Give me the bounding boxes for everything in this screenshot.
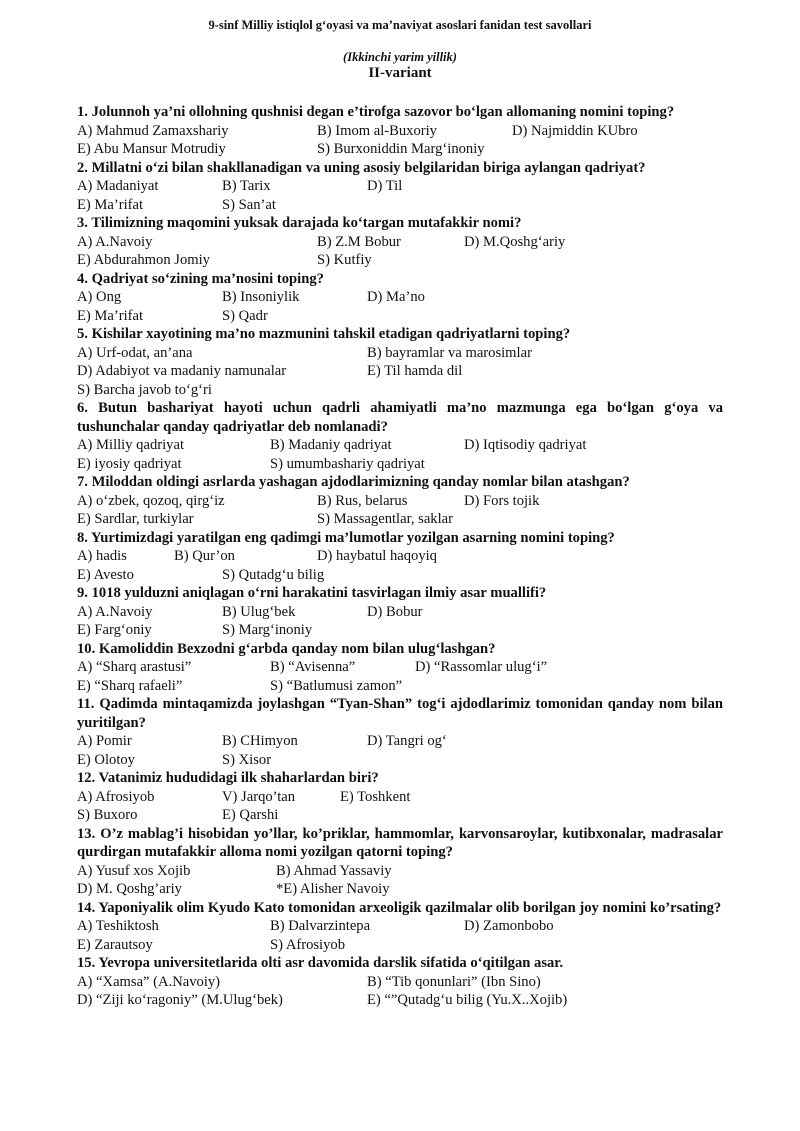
answer-row: [77, 251, 723, 270]
answer-option: D) Fors tojik: [464, 492, 540, 509]
answer-option: A) Yusuf xos Xojib: [77, 862, 191, 879]
answer-option: B) Tarix: [222, 178, 271, 194]
answer-option: D) Zamonbobo: [464, 918, 554, 934]
answer-option: S) Xisor: [222, 751, 272, 768]
answer-row: [77, 455, 723, 474]
question-text: 15. Yevropa universitetlarida olti asr davomida darslik sifatida o‘qitilgan asar.: [77, 955, 564, 971]
answer-row: [77, 658, 723, 677]
question-text: 6. Butun bashariyat hayoti uchun qadrli ahamiyatli ma’no mazmunga ega bo‘lgan g‘oya va tushunchalar qanday qadriyatlar deb nomlanadi?: [77, 400, 723, 435]
question-text: 7. Miloddan oldingi asrlarda yashagan ajdodlarimizning qanday nomlar bilan atashgan?: [77, 474, 630, 490]
answer-row: [77, 381, 723, 400]
answer-option: B) bayramlar va marosimlar: [367, 344, 532, 361]
variant-label: II-variant: [368, 65, 432, 81]
question-item: [77, 769, 723, 825]
answer-option: V) Jarqo’tan: [222, 788, 296, 805]
question-item: [77, 529, 723, 585]
question-text: 3. Tilimizning maqomini yuksak darajada ko‘targan mutafakkir nomi?: [77, 215, 522, 231]
answer-option: E) Qarshi: [222, 807, 279, 823]
answer-option: S) Barcha javob to‘g‘ri: [77, 381, 212, 398]
answer-option: D) M.Qoshg‘ariy: [464, 233, 566, 250]
answer-option: B) Imom al-Buxoriy: [317, 122, 437, 139]
answer-option: S) “Batlumusi zamon”: [270, 677, 403, 694]
answer-row: [77, 806, 723, 825]
answer-row: [77, 510, 723, 529]
answer-option: A) “Xamsa” (A.Navoiy): [77, 973, 221, 990]
answer-row: [77, 880, 723, 899]
answer-row: [77, 233, 723, 252]
answer-option: *E) Alisher Navoiy: [276, 881, 390, 897]
answer-option: S) Kutfiy: [317, 252, 372, 268]
question-item: [77, 899, 723, 955]
question-text: 10. Kamoliddin Bexzodni g‘arbda qanday nom bilan ulug‘lashgan?: [77, 640, 496, 657]
answer-row: [77, 677, 723, 696]
answer-row: [77, 732, 723, 751]
answer-option: E) Abdurahmon Jomiy: [77, 252, 210, 268]
answer-option: B) Insoniylik: [222, 289, 300, 305]
answer-option: E) Ma’rifat: [77, 196, 144, 213]
answer-option: A) Teshiktosh: [77, 918, 159, 934]
question-item: [77, 954, 723, 1010]
answer-option: E) iyosiy qadriyat: [77, 455, 182, 472]
question-text: 12. Vatanimiz hududidagi ilk shaharlardan biri?: [77, 770, 379, 786]
answer-row: [77, 991, 723, 1010]
question-item: [77, 473, 723, 529]
answer-option: E) Abu Mansur Motrudiy: [77, 141, 226, 157]
answer-row: [77, 177, 723, 196]
answer-row: [77, 436, 723, 455]
answer-row: [77, 566, 723, 585]
answer-option: D) Bobur: [367, 603, 423, 620]
question-item: [77, 270, 723, 326]
answer-option: D) Ma’no: [367, 289, 425, 305]
answer-option: E) “”Qutadg‘u bilig (Yu.X..Xojib): [367, 992, 568, 1008]
answer-option: D) “Rassomlar ulug‘i”: [415, 659, 548, 675]
answer-option: B) Ulug‘bek: [222, 603, 296, 620]
answer-row: [77, 307, 723, 326]
question-item: [77, 103, 723, 159]
answer-row: [77, 140, 723, 159]
question-item: [77, 695, 723, 769]
answer-option: D) Adabiyot va madaniy namunalar: [77, 363, 287, 379]
answer-option: S) umumbashariy qadriyat: [270, 455, 425, 472]
answer-option: E) “Sharq rafaeli”: [77, 677, 183, 694]
answer-row: [77, 751, 723, 770]
answer-option: S) Marg‘inoniy: [222, 622, 313, 638]
question-text: 14. Yaponiyalik olim Kyudo Kato tomonidan arxeoligik qazilmalar olib borilgan joy nomini ko’rsating?: [77, 899, 722, 916]
question-text: 8. Yurtimizdagi yaratilgan eng qadimgi ma’lumotlar yozilgan asarning nomini toping?: [77, 529, 615, 546]
answer-option: A) hadis: [77, 548, 127, 564]
answer-option: E) Til hamda dil: [367, 363, 463, 379]
answer-option: A) o‘zbek, qozoq, qirg‘iz: [77, 492, 225, 509]
answer-option: A) Urf-odat, an’ana: [77, 344, 193, 361]
answer-option: B) “Tib qonunlari” (Ibn Sino): [367, 973, 541, 990]
answer-option: D) Til: [367, 178, 403, 194]
answer-row: [77, 196, 723, 215]
answer-option: D) Najmiddin KUbro: [512, 122, 638, 139]
answer-row: [77, 862, 723, 881]
question-item: [77, 584, 723, 640]
question-item: [77, 825, 723, 899]
answer-option: E) Toshkent: [340, 788, 411, 805]
answer-row: [77, 621, 723, 640]
answer-row: [77, 122, 723, 141]
answer-option: S) Afrosiyob: [270, 936, 345, 953]
answer-option: B) Ahmad Yassaviy: [276, 862, 392, 879]
answer-option: A) Pomir: [77, 733, 132, 749]
answer-option: D) Tangri og‘: [367, 733, 447, 749]
answer-option: A) Ong: [77, 289, 122, 305]
answer-option: A) Mahmud Zamaxshariy: [77, 122, 229, 139]
answer-option: A) A.Navoiy: [77, 233, 153, 250]
answer-row: [77, 917, 723, 936]
answer-row: [77, 973, 723, 992]
question-list: [77, 103, 723, 1010]
question-text: 1. Jolunnoh ya’ni ollohning qushnisi degan e’tirofga sazovor bo‘lgan allomaning nomini toping?: [77, 104, 675, 120]
answer-option: E) Avesto: [77, 566, 134, 583]
answer-option: D) haybatul haqoyiq: [317, 548, 437, 564]
answer-option: A) Milliy qadriyat: [77, 437, 185, 453]
answer-row: [77, 362, 723, 381]
question-text: 11. Qadimda mintaqamizda joylashgan “Tyan-Shan” tog‘i ajdodlarimiz tomonidan qanday nom bilan yuritilgan?: [77, 696, 723, 731]
answer-option: D) Iqtisodiy qadriyat: [464, 437, 587, 453]
answer-option: D) M. Qoshg’ariy: [77, 881, 182, 897]
answer-option: B) Dalvarzintepa: [270, 918, 371, 934]
question-item: [77, 214, 723, 270]
answer-row: [77, 603, 723, 622]
answer-row: [77, 344, 723, 363]
question-item: [77, 325, 723, 399]
answer-option: A) A.Navoiy: [77, 603, 153, 620]
answer-option: S) Massagentlar, saklar: [317, 511, 453, 527]
answer-row: [77, 492, 723, 511]
answer-option: S) Qadr: [222, 307, 268, 324]
question-text: 4. Qadriyat so‘zining ma’nosini toping?: [77, 270, 324, 287]
answer-option: A) Madaniyat: [77, 178, 159, 194]
answer-option: S) San’at: [222, 196, 276, 213]
answer-option: E) Zarautsoy: [77, 936, 153, 953]
answer-option: E) Farg‘oniy: [77, 622, 152, 638]
question-text: 2. Millatni o‘zi bilan shakllanadigan va uning asosiy belgilaridan biriga aylangan qadriyat?: [77, 159, 646, 176]
answer-row: [77, 288, 723, 307]
question-item: [77, 640, 723, 696]
question-text: 9. 1018 yulduzni aniqlagan o‘rni harakatini tasvirlagan ilmiy asar muallifi?: [77, 585, 547, 601]
answer-row: [77, 547, 723, 566]
document-subtitle: (Ikkinchi yarim yillik): [343, 50, 457, 64]
answer-option: D) “Ziji ko‘ragoniy” (M.Ulug‘bek): [77, 992, 283, 1008]
question-text: 13. O’z mablag’i hisobidan yo’llar, ko’priklar, hammomlar, karvonsaroylar, kutibxonalar, madrasalar qurdirgan mutafakkir alloma nomi yozilgan qatorni toping?: [77, 825, 723, 860]
answer-option: A) “Sharq arastusi”: [77, 659, 192, 675]
answer-option: E) Sardlar, turkiylar: [77, 511, 194, 527]
answer-option: B) Z.M Bobur: [317, 233, 401, 250]
answer-option: B) Rus, belarus: [317, 492, 408, 509]
answer-option: A) Afrosiyob: [77, 788, 155, 805]
answer-option: S) Buxoro: [77, 807, 138, 823]
answer-row: [77, 788, 723, 807]
document-title: 9-sinf Milliy istiqlol g‘oyasi va ma’naviyat asoslari fanidan test savollari: [208, 18, 592, 32]
answer-option: S) Qutadg‘u bilig: [222, 566, 325, 583]
answer-option: B) Madaniy qadriyat: [270, 437, 392, 453]
question-item: [77, 159, 723, 215]
question-item: [77, 399, 723, 473]
answer-option: E) Ma’rifat: [77, 307, 144, 324]
answer-option: B) Qur’on: [174, 548, 235, 564]
answer-row: [77, 936, 723, 955]
answer-option: B) CHimyon: [222, 733, 298, 749]
answer-option: B) “Avisenna”: [270, 659, 356, 675]
question-text: 5. Kishilar xayotining ma’no mazmunini tahskil etadigan qadriyatlarni toping?: [77, 326, 571, 342]
answer-option: E) Olotoy: [77, 751, 135, 768]
answer-option: S) Burxoniddin Marg‘inoniy: [317, 141, 485, 157]
